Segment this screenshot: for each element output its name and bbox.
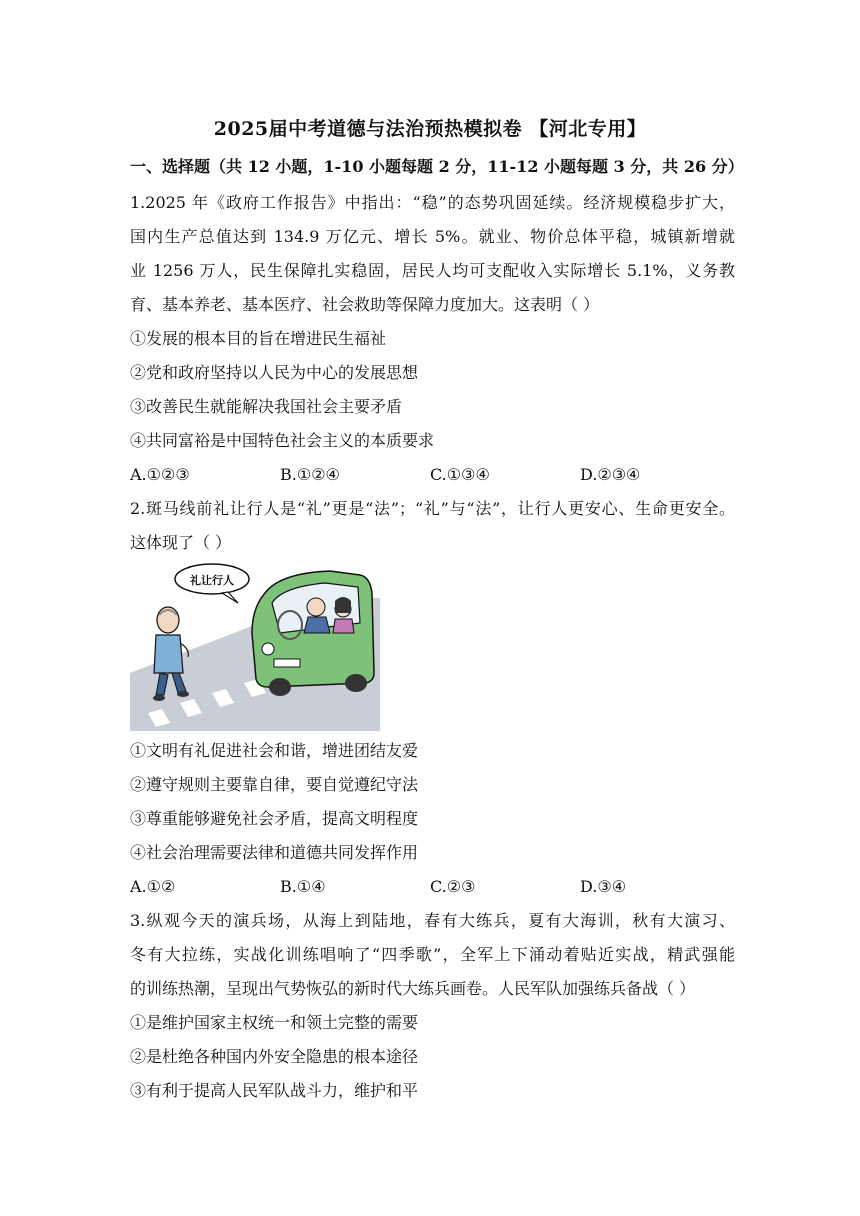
speech-bubble-text: 礼让行人 xyxy=(190,574,234,587)
question-1-choices xyxy=(130,458,735,492)
section-heading: 一、选择题（共 12 小题，1-10 小题每题 2 分，11-12 小题每题 3 分，共 26 分） xyxy=(130,157,744,176)
question-2-statement: ③尊重能够避免社会矛盾，提高文明程度 xyxy=(130,809,419,828)
question-2-statement: ①文明有礼促进社会和谐，增进团结友爱 xyxy=(130,741,419,760)
question-1-stem-line: 业 1256 万人，民生保障扎实稳固，居民人均可支配收入实际增长 5.1%，义务教 xyxy=(130,261,735,280)
question-2-choices xyxy=(130,870,735,904)
choice-c[interactable]: C.②③ xyxy=(430,877,476,896)
question-3-statement: ③有利于提高人民军队战斗力，维护和平 xyxy=(130,1081,419,1100)
question-1-statement: ②党和政府坚持以人民为中心的发展思想 xyxy=(130,363,419,382)
exam-title: 2025届中考道德与法治预热模拟卷 【河北专用】 xyxy=(213,118,647,140)
choice-a[interactable]: A.①②③ xyxy=(130,465,190,484)
question-3-stem-line: 3.纵观今天的演兵场，从海上到陆地，春有大练兵，夏有大海训，秋有大演习、 xyxy=(130,911,735,930)
choice-d[interactable]: D.③④ xyxy=(580,877,627,896)
question-1-stem-line: 国内生产总值达到 134.9 万亿元、增长 5%。就业、物价总体平稳，城镇新增就 xyxy=(130,227,735,246)
car-figure xyxy=(252,571,374,696)
question-3-stem-line: 的训练热潮，呈现出气势恢弘的新时代大练兵画卷。人民军队加强练兵备战（ ） xyxy=(130,979,696,998)
question-3-stem-line: 冬有大拉练，实战化训练唱响了“四季歌”，全军上下涌动着贴近实战，精武强能 xyxy=(130,945,735,964)
question-2-statement: ④社会治理需要法律和道德共同发挥作用 xyxy=(130,843,419,862)
question-3-statement: ②是杜绝各种国内外安全隐患的根本途径 xyxy=(130,1047,419,1066)
question-1-statement: ③改善民生就能解决我国社会主要矛盾 xyxy=(130,397,403,416)
question-1 xyxy=(130,186,735,492)
choice-a[interactable]: A.①② xyxy=(130,877,176,896)
choice-c[interactable]: C.①③④ xyxy=(430,465,490,484)
speech-bubble-tail xyxy=(222,592,238,603)
question-2-stem-line: 2.斑马线前礼让行人是“礼”更是“法”；“礼”与“法”，让行人更安心、生命更安全。 xyxy=(130,499,735,518)
question-1-stem-line: 育、基本养老、基本医疗、社会救助等保障力度加大。这表明（ ） xyxy=(130,295,600,314)
question-2-statement: ②遵守规则主要靠自律，要自觉遵纪守法 xyxy=(130,775,419,794)
question-2 xyxy=(130,492,735,904)
questions-content xyxy=(130,186,735,1108)
zebra-crossing-illustration xyxy=(130,563,380,731)
question-3 xyxy=(130,904,735,1108)
illustration-svg xyxy=(130,563,380,731)
question-3-statement: ①是维护国家主权统一和领土完整的需要 xyxy=(130,1013,419,1032)
question-1-statement: ①发展的根本目的旨在增进民生福祉 xyxy=(130,329,387,348)
choice-b[interactable]: B.①②④ xyxy=(280,465,340,484)
question-2-stem-line: 这体现了（ ） xyxy=(130,533,232,552)
question-1-statement: ④共同富裕是中国特色社会主义的本质要求 xyxy=(130,431,435,450)
question-1-stem-line: 1.2025 年《政府工作报告》中指出：“稳”的态势巩固延续。经济规模稳步扩大， xyxy=(130,193,735,212)
choice-d[interactable]: D.②③④ xyxy=(580,465,641,484)
choice-b[interactable]: B.①④ xyxy=(280,877,326,896)
